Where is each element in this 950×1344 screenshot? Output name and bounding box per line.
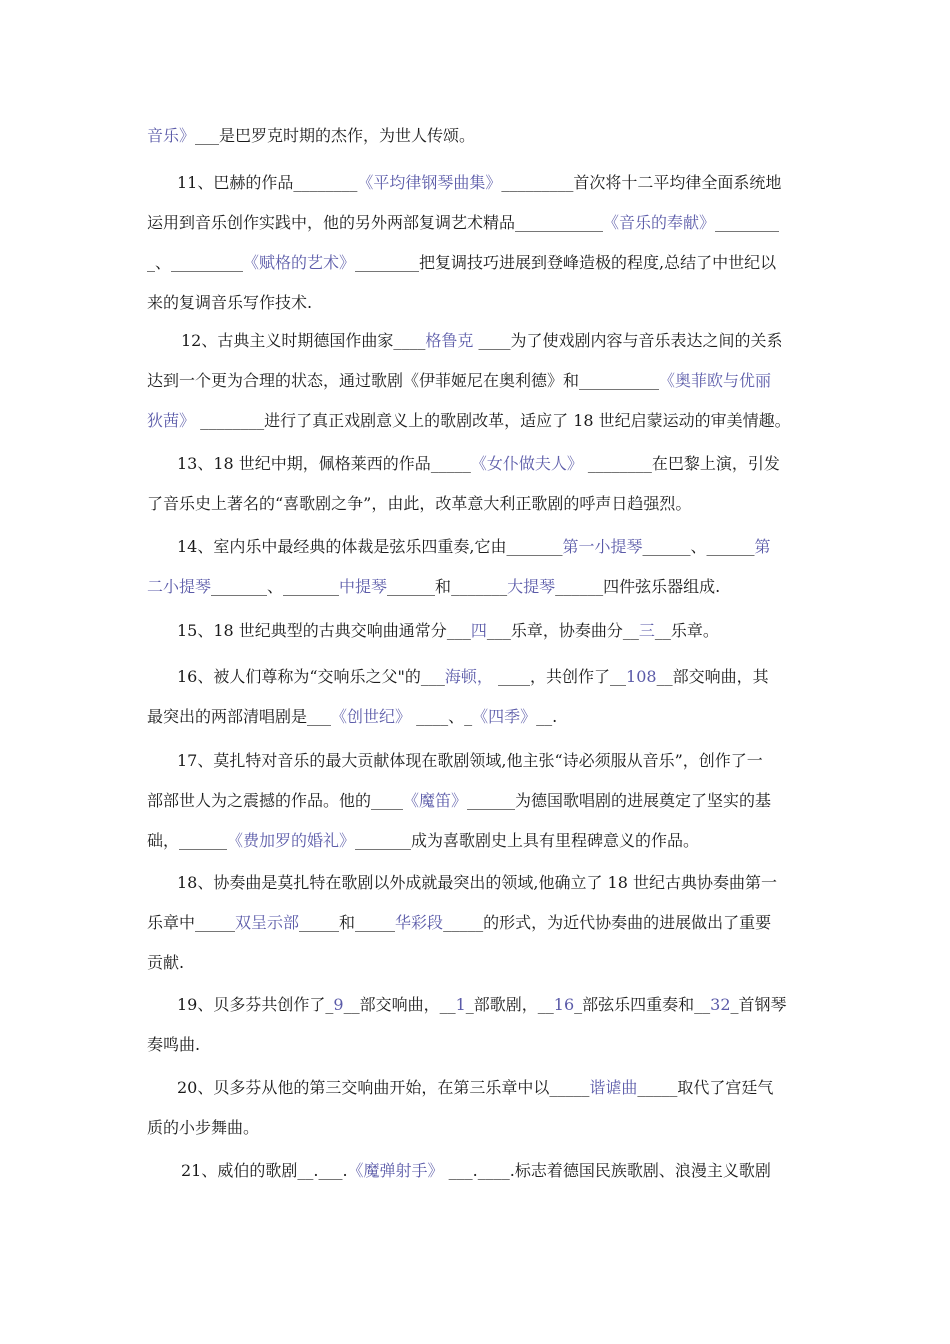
blank: __ <box>439 995 456 1014</box>
question-text: 在巴黎上演，引发 <box>651 454 780 473</box>
blank: ______ <box>555 577 604 596</box>
blank: ______ <box>179 831 228 850</box>
blank: ___________ <box>515 213 604 232</box>
blank: _ <box>465 995 474 1014</box>
question-text: 13、18 世纪中期，佩格莱西的作品 <box>177 454 431 473</box>
question-text: 奏鸣曲. <box>147 1035 201 1054</box>
blank: ___ <box>446 621 471 640</box>
question-12 <box>147 321 809 441</box>
blank: ______ <box>387 577 436 596</box>
blank: ___ <box>307 707 332 726</box>
question-text: 成为喜歌剧史上具有里程碑意义的作品。 <box>411 831 700 850</box>
answer-text: 《奥菲欧与优丽 <box>659 371 772 390</box>
blank: ____ <box>473 331 511 350</box>
question-text: 首钢琴 <box>738 995 787 1014</box>
blank: ________ <box>715 213 780 232</box>
blank: _ <box>147 253 155 272</box>
question-16 <box>147 657 809 737</box>
blank: _________ <box>171 253 244 272</box>
blank: _____ <box>195 913 236 932</box>
blank: _______ <box>451 577 508 596</box>
question-text: 来的复调音乐写作技术. <box>147 293 313 312</box>
question-text: 15、18 世纪典型的古典交响曲通常分 <box>177 621 447 640</box>
blank: _ <box>464 707 473 726</box>
question-text: 21、威伯的歌剧 <box>181 1161 298 1180</box>
question-text: 础， <box>147 831 180 850</box>
question-10-tail <box>147 116 809 156</box>
question-text: 乐章，协奏曲分 <box>510 621 623 640</box>
question-18 <box>147 863 809 983</box>
question-text: 把复调技巧进展到登峰造极的程度,总结了中世纪以 <box>419 253 777 272</box>
blank: _______ <box>355 831 412 850</box>
question-text: 、 <box>267 577 284 596</box>
blank: ____ <box>492 667 531 686</box>
question-text: 质的小步舞曲。 <box>147 1118 260 1137</box>
question-text: 标志着德国民族歌剧、浪漫主义歌剧 <box>514 1161 771 1180</box>
blank: ___ <box>486 621 511 640</box>
question-text: 、 <box>690 537 707 556</box>
question-11 <box>147 163 809 323</box>
blank: ____ <box>371 791 404 810</box>
blank: _______ <box>283 577 340 596</box>
blank: _____ <box>430 454 471 473</box>
question-17 <box>147 741 809 861</box>
question-text: 部交响曲， <box>359 995 440 1014</box>
question-text: 取代了宫廷气 <box>677 1078 774 1097</box>
question-text: 部部世人为之震撼的作品。他的 <box>147 791 372 810</box>
answer-text: 《女仆做夫人》 <box>470 454 583 473</box>
question-text: 为德国歌唱剧的进展奠定了坚实的基 <box>515 791 772 810</box>
question-20 <box>147 1068 809 1148</box>
answer-text: 《魔笛》 <box>403 791 468 810</box>
answer-text: 谐谑曲 <box>589 1078 638 1097</box>
question-15 <box>147 611 809 651</box>
question-text: 17、莫扎特对音乐的最大贡献体现在歌剧领域,他主张“诗必须服从音乐”，创作了一 <box>177 751 763 770</box>
blank: ______ <box>642 537 691 556</box>
answer-text: 第一小提琴 <box>562 537 643 556</box>
answer-text: 第 <box>754 537 771 556</box>
question-13 <box>147 444 809 524</box>
answer-text: 《费加罗的婚礼》 <box>227 831 356 850</box>
blank: __ <box>656 667 673 686</box>
answer-text: 狄茜》 <box>147 411 196 430</box>
blank: _____ <box>637 1078 678 1097</box>
question-text: 和 <box>339 913 356 932</box>
question-text: 部交响曲，其 <box>672 667 769 686</box>
blank: _______ <box>506 537 563 556</box>
answer-text: 海顿， <box>444 667 493 686</box>
blank: __ <box>343 995 360 1014</box>
blank: ___ <box>195 126 220 145</box>
question-text: 达到一个更为合理的状态，通过歌剧《伊菲姬尼在奥利德》和 <box>147 371 580 390</box>
answer-text: 四 <box>470 621 487 640</box>
question-text: 乐章中 <box>147 913 196 932</box>
answer-text: 《赋格的艺术》 <box>243 253 356 272</box>
blank: ________ <box>582 454 652 473</box>
question-text: 乐章。 <box>670 621 719 640</box>
answer-text: 大提琴 <box>507 577 556 596</box>
answer-text: 16 <box>553 995 575 1014</box>
blank: ________ <box>195 411 265 430</box>
blank: __ <box>536 707 553 726</box>
question-text: ，共创作了 <box>530 667 611 686</box>
question-text: 运用到音乐创作实践中，他的另外两部复调艺术精品 <box>147 213 516 232</box>
blank: _ <box>730 995 739 1014</box>
question-text: . <box>552 707 558 726</box>
question-14 <box>147 527 809 607</box>
answer-text: 三 <box>638 621 655 640</box>
blank: __.___. <box>297 1161 348 1180</box>
question-text: 18、协奏曲是莫扎特在歌剧以外成就最突出的领域,他确立了 18 世纪古典协奏曲第一 <box>177 873 777 892</box>
question-text: 14、室内乐中最经典的体裁是弦乐四重奏,它由 <box>177 537 507 556</box>
question-text: 16、被人们尊称为“交响乐之父"的 <box>177 667 421 686</box>
blank: _____ <box>299 913 340 932</box>
answer-text: 格鲁克 <box>425 331 474 350</box>
blank: ______ <box>706 537 755 556</box>
blank: ___.____. <box>443 1161 515 1180</box>
question-19 <box>147 985 809 1065</box>
blank: ___ <box>420 667 445 686</box>
question-text: 、 <box>448 707 465 726</box>
question-text: 12、古典主义时期德国作曲家 <box>181 331 394 350</box>
question-text: 最突出的两部清唱剧是 <box>147 707 308 726</box>
question-text: 11、巴赫的作品 <box>177 173 294 192</box>
question-text: 19、贝多芬共创作了 <box>177 995 326 1014</box>
answer-text: 《创世纪》 <box>331 707 412 726</box>
answer-text: 音乐》 <box>147 126 196 145</box>
blank: _______ <box>211 577 268 596</box>
question-text: 和 <box>435 577 452 596</box>
question-text: 、 <box>155 253 172 272</box>
answer-text: 《四季》 <box>472 707 537 726</box>
answer-text: 华彩段 <box>395 913 444 932</box>
blank: _________ <box>501 173 574 192</box>
question-text: 四件弦乐器组成. <box>603 577 721 596</box>
answer-text: 双呈示部 <box>235 913 300 932</box>
question-text: 的形式，为近代协奏曲的进展做出了重要 <box>483 913 772 932</box>
question-text: 20、贝多芬从他的第三交响曲开始，在第三乐章中以 <box>177 1078 550 1097</box>
question-text: 了音乐史上著名的“喜歌剧之争”，由此，改革意大利正歌剧的呼声日趋强烈。 <box>147 494 692 513</box>
question-text: 为了使戏剧内容与音乐表达之间的关系 <box>510 331 783 350</box>
answer-text: 《魔弹射手》 <box>347 1161 444 1180</box>
blank: _____ <box>443 913 484 932</box>
blank: __ <box>610 667 627 686</box>
blank: ______ <box>467 791 516 810</box>
blank: ____ <box>393 331 426 350</box>
answer-text: 1 <box>455 995 466 1014</box>
blank: _____ <box>355 913 396 932</box>
blank: ________ <box>293 173 358 192</box>
question-21 <box>147 1151 809 1191</box>
blank: ________ <box>355 253 420 272</box>
blank: __________ <box>579 371 660 390</box>
blank: ____ <box>411 707 449 726</box>
question-text: 部歌剧， <box>473 995 538 1014</box>
blank: _ <box>325 995 334 1014</box>
blank: __ <box>622 621 639 640</box>
answer-text: 中提琴 <box>339 577 388 596</box>
answer-text: 9 <box>333 995 344 1014</box>
answer-text: 108 <box>626 667 657 686</box>
question-text: 部弦乐四重奏和 <box>582 995 695 1014</box>
answer-text: 二小提琴 <box>147 577 212 596</box>
answer-text: 《音乐的奉献》 <box>603 213 716 232</box>
blank: __ <box>654 621 671 640</box>
question-text: 首次将十二平均律全面系统地 <box>573 173 782 192</box>
answer-text: 32 <box>710 995 731 1014</box>
blank: __ <box>694 995 711 1014</box>
answer-text: 《平均律钢琴曲集》 <box>357 173 502 192</box>
question-text: 进行了真正戏剧意义上的歌剧改革，适应了 18 世纪启蒙运动的审美情趣。 <box>264 411 791 430</box>
question-text: 贡献. <box>147 953 185 972</box>
blank: __ <box>537 995 554 1014</box>
blank: _____ <box>549 1078 590 1097</box>
blank: _ <box>574 995 583 1014</box>
question-text: 是巴罗克时期的杰作，为世人传颂。 <box>219 126 476 145</box>
